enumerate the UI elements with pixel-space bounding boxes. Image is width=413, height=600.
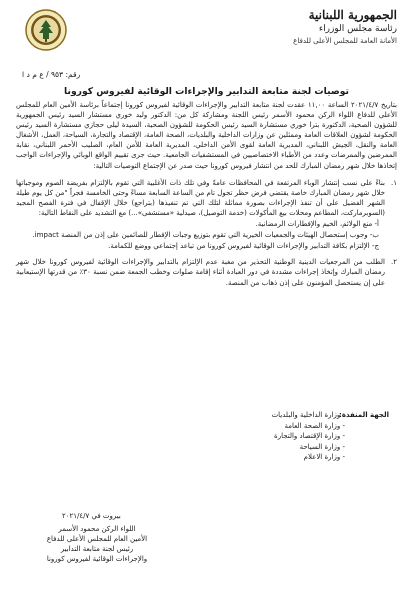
reference-number: رقم: ٩٥٣ / ع م د ا: [22, 70, 81, 79]
letterhead: [14, 6, 399, 58]
country-name: الجمهورية اللبنانية: [308, 8, 397, 22]
item-number: ٢.: [391, 258, 397, 267]
platform-name: impact: [34, 231, 59, 240]
sub-point: أ- منع الولائم، الخيم والإفطارات الرمضانية.: [255, 220, 379, 229]
sub-points: [16, 219, 385, 251]
concerned-item: - وزارة السياحة: [269, 442, 345, 453]
intro-paragraph: بتاريخ ٢٠٢١/٤/٧ الساعة ١١,٠٠ عقدت لجنة متابعة التدابير والإجراءات الوقائية لفيروس كورونا إجتماعاً برئاسة الأمين العام للمجلس الأعلى للدفاع اللواء الركن محمود الأسمر رئيس اللجنة ومشاركة كل من: الدكتور وليد خوري مستشار السيد رئيس الجمهورية للشؤون الصحية، الدكتورة بترا خوري مستشارة السيد رئيس الحكومة للشؤون الصحية، السيدة ليلى حجازي مستشارة السيد رئيس الحكومة لشؤون العلاقات العامة وممثلين عن وزارات الداخلية والبلديات، الصحة العامة، الإقتصاد والتجارة، السياحة، العمل، الأشغال العامة والنقل، الجيش اللبناني، المديرية العامة لقوى الأمن الداخلي، المديرية العامة للأمن العام، الصليب الأحمر اللبناني، نقابة الممرضين والممرضات وعدد من الأطباء الاختصاصيين في المستشفيات الجامعية. حيث جرى تقييم الواقع الوبائي والإجراءات الواجب إتخاذها خلال شهر رمضان المبارك للحد من انتشار فيروس كورونا حيث صدر عن الإجتماع التوصيات التالية:: [16, 101, 397, 170]
sub-point: ج- الإلتزام بكافة التدابير والإجراءات الوقائية لفيروس كورونا من تباعد إجتماعي ووضع للكمامة.: [108, 242, 379, 251]
item-number: ١.: [391, 178, 397, 187]
item-text: بناءً على نسب إنتشار الوباء المرتفعة في المحافظات عامةً وفي تلك ذات الأغلبية التي تقوم بالإلتزام بفريضة الصوم وموجباتها خلال شهر رمضان المبارك خاصة يقتضي فرض حظر تجول تام من الساعة السابعة مساءً وحتى الخامسة فجراً "من كل يوم طيلة الشهر الفضيل على أن تنفذ الإجراءات بصورة مماثلة لتلك التي تم تنفيذها (بتراجع) خلال الإقفال في فترة الفصح المجيد (السوبرماركت، المطاعم ومحلات بيع المأكولات (خدمة التوصيل)، صيدلية «مستشفى»...) مع التشديد على النقاط التالية:: [16, 178, 385, 217]
sub-point: ب- وجوب إستحصال الهيئات والجمعيات الخيرية التي تقوم بتوزيع وجبات الإفطار للصائمين على إذن من المنصة impact.: [32, 231, 379, 240]
recommendations-list: [16, 178, 397, 288]
concerned-item: - وزارة الاعلام: [269, 452, 345, 463]
signatory-title: الأمين العام للمجلس الأعلى للدفاع: [46, 535, 148, 543]
department-name: الأمانة العامة للمجلس الأعلى للدفاع: [293, 37, 397, 45]
recommendation-item: [16, 257, 397, 287]
recommendation-item: [16, 178, 397, 252]
concerned-label: الجهة المنفذة:: [339, 411, 389, 419]
signatory-role: رئيس لجنة متابعة التدابير: [60, 545, 134, 553]
letterhead-text: [197, 8, 397, 47]
item-text: الطلب من المرجعيات الدينية الوطنية التحذير من مغبة عدم الإلتزام بالتدابير والإجراءات الوقائية لفيروس كورونا خلال شهر رمضان المبارك وإتخاذ إجراءات مشددة في دور العبادة أثناء إقامة صلوات وخطب الجمعة ضمن نسبة ٣٠٪ من قدرتها الإستيعابية على إن يستحصل المؤمنون على إذن ذهاب من المنصة.: [16, 258, 385, 287]
concerned-item: - وزارة الصحة العامة: [269, 421, 345, 432]
signatory-role-cont: والإجراءات الوقائية لفيروس كورونا: [46, 555, 148, 563]
signatory-name: اللواء الركن محمود الأسمر: [58, 525, 136, 533]
office-name: رئاسة مجلس الوزراء: [318, 24, 397, 34]
document-title: توصيات لجنة متابعة التدابير والإجراءات الوقائية لفيروس كورونا: [64, 86, 349, 97]
concerned-item: - وزارة الإقتصاد والتجارة: [269, 431, 345, 442]
cedar-seal-icon: [24, 8, 68, 52]
sub-point-text: ب- وجوب إستحصال الهيئات والجمعيات الخيرية التي تقوم بتوزيع وجبات الإفطار للصائمين على إذن من المنصة: [61, 231, 379, 240]
concerned-parties: [269, 410, 389, 463]
closing-date: بيروت في ٢٠٢١/٤/٧: [62, 512, 121, 520]
document-body: [16, 100, 397, 294]
concerned-item: - وزارة الداخلية والبلديات: [269, 410, 345, 421]
signature-block: [22, 524, 172, 564]
